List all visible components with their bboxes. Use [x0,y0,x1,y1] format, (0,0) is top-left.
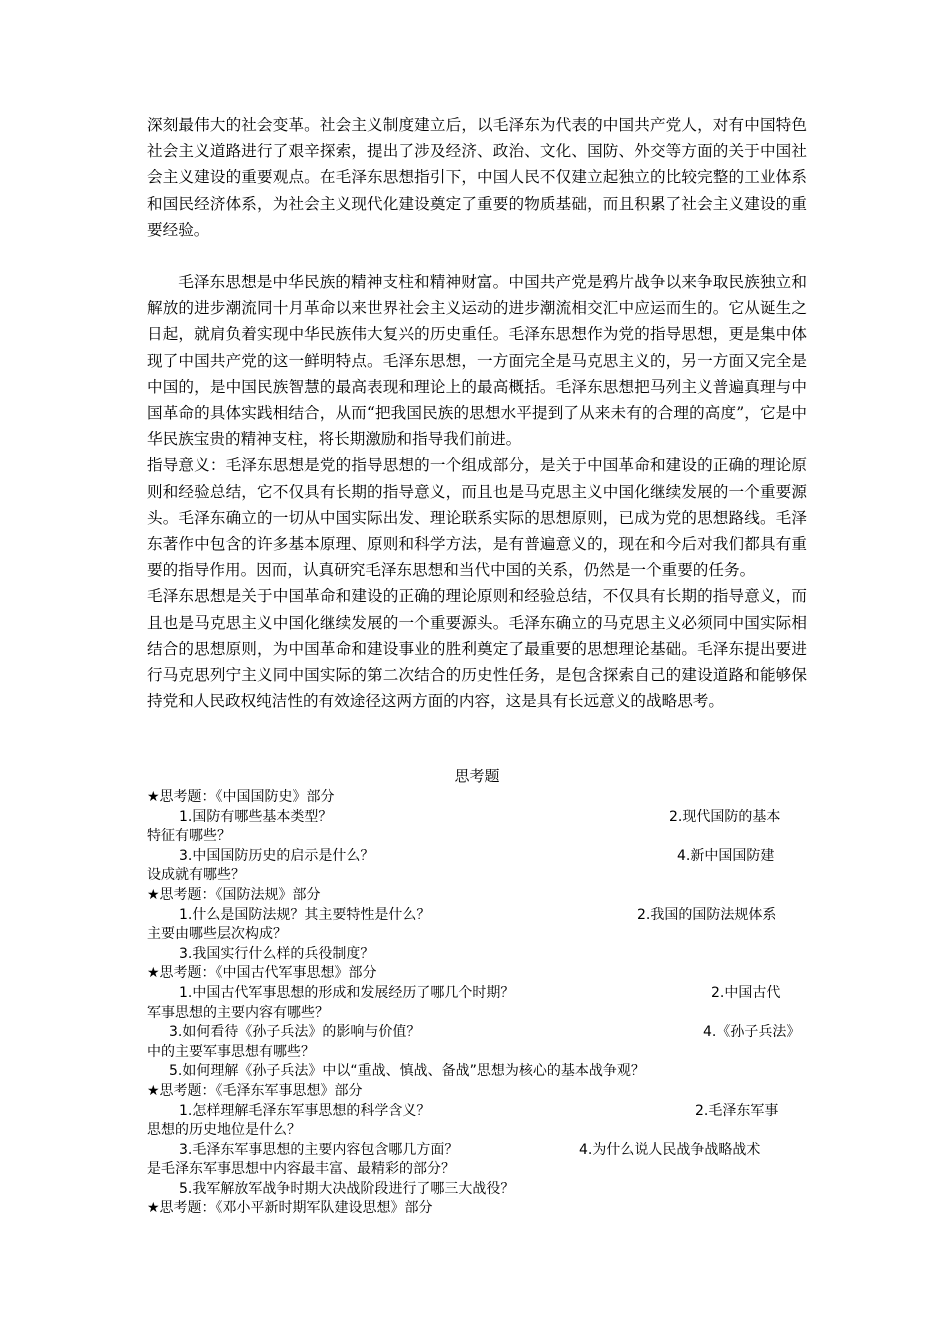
question: 3.如何看待《孙子兵法》的影响与价值？ [169,1024,421,1041]
questions-title: 思考题 [454,767,500,785]
paragraph-3: 指导意义：毛泽东思想是党的指导思想的一个组成部分，是关于中国革命和建设的正确的理论原则和经验总结，它不仅具有长期的指导意义，而且也是马克思主义中国化继续发展的一个重要源头。毛泽东确立的一切从中国实际出发、理论联系实际的思想原则，已成为党的思想路线。毛泽东著作中包含的许多基本原理、原则和科学方法，是有普遍意义的，现在和今后对我们都具有重要的指导作用。因而，认真研究毛泽东思想和当代中国的关系，仍然是一个重要的任务。 [147,456,807,580]
paragraph-4: 毛泽东思想是关于中国革命和建设的正确的理论原则和经验总结，不仅具有长期的指导意义，而且也是马克思主义中国化继续发展的一个重要源头。毛泽东确立的马克思主义必须同中国实际相结合的思想原则，为中国革命和建设事业的胜利奠定了最重要的思想理论基础。毛泽东提出要进行马克思列宁主义同中国实际的第二次结合的历史性任务，是包含探索自己的建设道路和能够保持党和人民政权纯洁性的有效途径这两方面的内容，这是具有长远意义的战略思考。 [147,587,807,711]
section-heading: ★思考题：《中国古代军事思想》部分 [147,965,377,982]
question: 2.我国的国防法规体系 [637,906,777,923]
question: 4.为什么说人民战争战略战术 [579,1141,761,1158]
question: 1.中国古代军事思想的形成和发展经历了哪几个时期？ [179,984,515,1001]
question: 3.我国实行什么样的兵役制度？ [179,945,375,962]
section-heading: ★思考题：《中国国防史》部分 [147,789,335,805]
question-line [147,847,807,867]
question: 4.《孙子兵法》 [703,1024,801,1041]
question-line [147,1062,807,1082]
question-continuation: 主要由哪些层次构成？ [147,926,287,943]
paragraph-1: 深刻最伟大的社会变革。社会主义制度建立后，以毛泽东为代表的中国共产党人，对有中国特色社会主义道路进行了艰辛探索，提出了涉及经济、政治、文化、国防、外交等方面的关于中国社会主义建设的重要观点。在毛泽东思想指引下，中国人民不仅建立起独立的比较完整的工业体系和国民经济体系，为社会主义现代化建设奠定了重要的物质基础，而且积累了社会主义建设的重要经验。 [147,116,807,239]
question-continuation: 中的主要军事思想有哪些？ [147,1043,315,1060]
question: 2.中国古代 [711,984,781,1001]
question-line [147,808,807,828]
section-heading: ★思考题：《国防法规》部分 [147,886,321,903]
question-continuation: 军事思想的主要内容有哪些？ [147,1004,329,1021]
question: 5.我军解放军战争时期大决战阶段进行了哪三大战役？ [179,1180,515,1197]
question: 2.现代国防的基本 [669,808,781,825]
question-continuation: 是毛泽东军事思想中内容最丰富、最精彩的部分？ [147,1161,455,1178]
question-line [147,1141,807,1161]
question-continuation: 特征有哪些？ [147,828,231,845]
questions-list [147,788,807,1219]
question-line [147,1023,807,1043]
section-heading: ★思考题：《毛泽东军事思想》部分 [147,1082,363,1099]
question: 1.什么是国防法规？其主要特性是什么？ [179,906,431,923]
question-line [147,1180,807,1200]
paragraph-2: 毛泽东思想是中华民族的精神支柱和精神财富。中国共产党是鸦片战争以来争取民族独立和解放的进步潮流同十月革命以来世界社会主义运动的进步潮流相交汇中应运而生的。它从诞生之日起，就肩负着实现中华民族伟大复兴的历史重任。毛泽东思想作为党的指导思想，更是集中体现了中国共产党的这一鲜明特点。毛泽东思想，一方面完全是马克思主义的，另一方面又完全是中国的，是中国民族智慧的最高表现和理论上的最高概括。毛泽东思想把马列主义普遍真理与中国革命的具体实践相结合，从而“把我国民族的思想水平提到了从来未有的合理的高度”，它是中华民族宝贵的精神支柱，将长期激励和指导我们前进。 [147,273,807,449]
question-line [147,1102,807,1122]
question: 3.毛泽东军事思想的主要内容包含哪几方面？ [179,1141,459,1158]
question-continuation: 思想的历史地位是什么？ [147,1122,301,1139]
question: 3.中国国防历史的启示是什么？ [179,847,375,864]
paragraph-gap [147,243,807,269]
question: 1.国防有哪些基本类型？ [179,808,333,825]
question: 4.新中国国防建 [677,847,775,864]
question-line [147,984,807,1004]
question: 1.怎样理解毛泽东军事思想的科学含义？ [179,1102,431,1119]
question-line [147,906,807,926]
section-heading: ★思考题：《邓小平新时期军队建设思想》部分 [147,1200,433,1217]
question-line [147,945,807,965]
question-continuation: 设成就有哪些？ [147,867,245,884]
question: 2.毛泽东军事 [695,1102,779,1119]
body-text [147,112,807,714]
question: 5.如何理解《孙子兵法》中以“重战、慎战、备战”思想为核心的基本战争观？ [169,1063,645,1080]
